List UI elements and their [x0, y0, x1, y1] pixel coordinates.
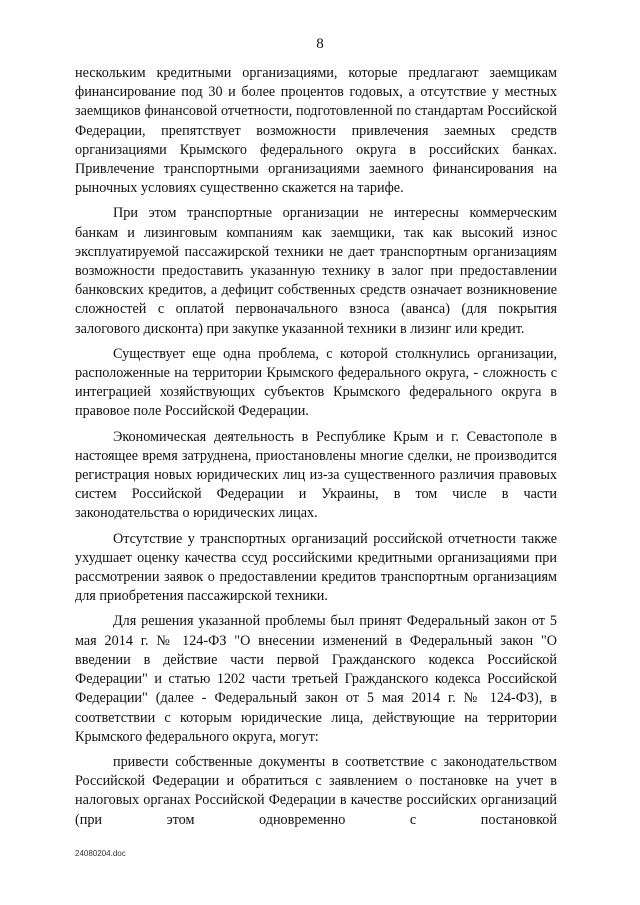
paragraph-bring-documents: привести собственные документы в соответствие с законодательством Российской Федерации и обратиться с заявлением о постановке на учет в налоговых органах Российской Федерации в качестве российских организаций (при этом одновременно с постановкой [75, 753, 557, 828]
document-body [75, 64, 557, 830]
paragraph-reporting-absence: Отсутствие у транспортных организаций российской отчетности также ухудшает оценку качества ссуд российскими кредитными организациями при рассмотрении заявок о предоставлении кредитов транспортным организациям для приобретения пассажирской техники. [75, 530, 557, 605]
page-number: 8 [316, 36, 324, 52]
paragraph-federal-law: Для решения указанной проблемы был принят Федеральный закон от 5 мая 2014 г. № 124-ФЗ "О внесении изменений в Федеральный закон "О введении в действие части первой Гражданского кодекса Российской Федерации" и статью 1202 части третьей Гражданского кодекса Российской Федерации" (далее - Федеральный закон от 5 мая 2014 г. № 124-ФЗ), в соответствии с которым юридические лица, действующие на территории Крымского федерального округа, могут: [75, 613, 557, 745]
paragraph-integration-problem: Существует еще одна проблема, с которой столкнулись организации, расположенные на территории Крымского федерального округа, - сложность с интеграцией хозяйствующих субъектов Крымского федерального округа в правовое поле Российской Федерации. [75, 345, 557, 420]
paragraph-economic-activity: Экономическая деятельность в Республике Крым и г. Севастополе в настоящее время затруднена, приостановлены многие сделки, не производится регистрация новых юридических лиц из-за существенного различия правовых систем Российской Федерации и Украины, в том числе в части законодательства о юридических лицах. [75, 428, 557, 522]
footer-filename: 24080204.doc [75, 849, 126, 858]
paragraph-transport-organizations: При этом транспортные организации не интересны коммерческим банкам и лизинговым компаниям как заемщики, так как высокий износ эксплуатируемой пассажирской техники не дает транспортным организациям возможности предоставить указанную технику в залог при предоставлении банковских кредитов, а дефицит собственных средств означает возникновение сложностей с оплатой первоначального взноса (аванса) (для покрытия залогового дисконта) при закупке указанной техники в лизинг или кредит. [75, 205, 557, 337]
paragraph-continuation: нескольким кредитными организациями, которые предлагают заемщикам финансирование под 30 и более процентов годовых, а отсутствие у местных заемщиков финансовой отчетности, подготовленной по стандартам Российской Федерации, препятствует возможности привлечения заемных средств организациями Крымского федерального округа в российских банках. Привлечение транспортными организациями заемного финансирования на рыночных условиях существенно скажется на тарифе. [75, 65, 557, 197]
